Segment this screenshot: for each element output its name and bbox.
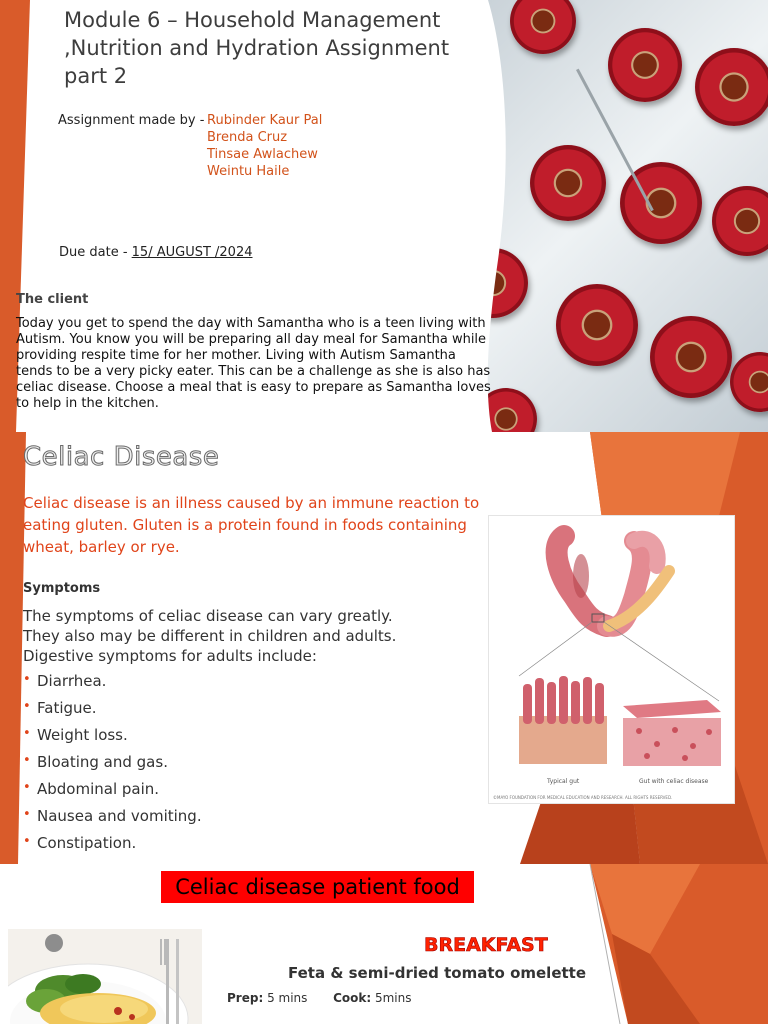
symptoms-list	[23, 672, 202, 861]
caption-typical-gut: Typical gut	[547, 778, 580, 785]
client-description: Today you get to spend the day with Samantha who is a teen living with Autism. You know you will be preparing all day meal for Samantha while providing respite time for her mother. Living with Autism Samantha tends to be a very picky eater. This can be a challenge as she is also has celiac disease. Choose a meal that is easy to prepare as Samantha loves to help in the kitchen.	[16, 316, 491, 411]
list-item: • Weight loss.	[23, 726, 128, 744]
author-name: Weintu Haile	[207, 164, 290, 179]
prep-value: 5 mins	[263, 991, 308, 1005]
bullet-icon: •	[23, 807, 31, 822]
made-by-label: Assignment made by -	[58, 113, 205, 128]
list-item: • Abdominal pain.	[23, 780, 160, 798]
due-date-value: 15/ AUGUST /2024	[131, 245, 253, 260]
image-credit: ©MAYO FOUNDATION FOR MEDICAL EDUCATION AND RESEARCH. ALL RIGHTS RESERVED.	[493, 795, 673, 800]
client-heading: The client	[16, 292, 89, 307]
symptoms-heading: Symptoms	[23, 581, 101, 596]
due-date-label: Due date -	[59, 245, 132, 260]
bullet-icon: •	[23, 699, 31, 714]
list-item: • Fatigue.	[23, 699, 97, 717]
bullet-icon: •	[23, 753, 31, 768]
gut-illustration	[488, 515, 735, 804]
prep-cook-times	[227, 991, 411, 1005]
bullet-icon: •	[23, 780, 31, 795]
list-item: • Constipation.	[23, 834, 137, 852]
due-date	[59, 245, 253, 260]
cook-value: 5mins	[371, 991, 412, 1005]
slide-2	[0, 432, 768, 864]
slide-1	[0, 0, 768, 432]
list-item: • Nausea and vomiting.	[23, 807, 202, 825]
bullet-icon: •	[23, 672, 31, 687]
slide-2-title: Celiac Disease	[23, 442, 220, 472]
omelette-photo	[8, 929, 202, 1024]
prep-label: Prep:	[227, 991, 264, 1005]
author-name: Brenda Cruz	[207, 130, 288, 145]
cook-label: Cook:	[333, 991, 372, 1005]
author-name: Rubinder Kaur Pal	[207, 113, 323, 128]
intestine-diagram	[489, 516, 734, 803]
symptoms-intro: The symptoms of celiac disease can vary greatly. They also may be different in children and adults. Digestive symptoms for adults include:	[23, 607, 397, 665]
celiac-definition: Celiac disease is an illness caused by an immune reaction to eating gluten. Gluten is a protein found in foods containing wheat, barley or rye.	[23, 494, 480, 556]
slide-3	[0, 864, 768, 1024]
dish-name: Feta & semi-dried tomato omelette	[288, 964, 587, 982]
slide-1-title: Module 6 – Household Management ,Nutrition and Hydration Assignment part 2	[64, 8, 450, 88]
bullet-icon: •	[23, 726, 31, 741]
omelette-plate-image	[8, 929, 202, 1024]
vials-photo	[480, 0, 768, 432]
author-name: Tinsae Awlachew	[207, 147, 318, 162]
slide-3-title: Celiac disease patient food	[161, 871, 474, 903]
meal-label: BREAKFAST	[424, 934, 548, 956]
list-item: • Bloating and gas.	[23, 753, 168, 771]
list-item: • Diarrhea.	[23, 672, 107, 690]
bullet-icon: •	[23, 834, 31, 849]
caption-celiac-gut: Gut with celiac disease	[639, 778, 709, 785]
